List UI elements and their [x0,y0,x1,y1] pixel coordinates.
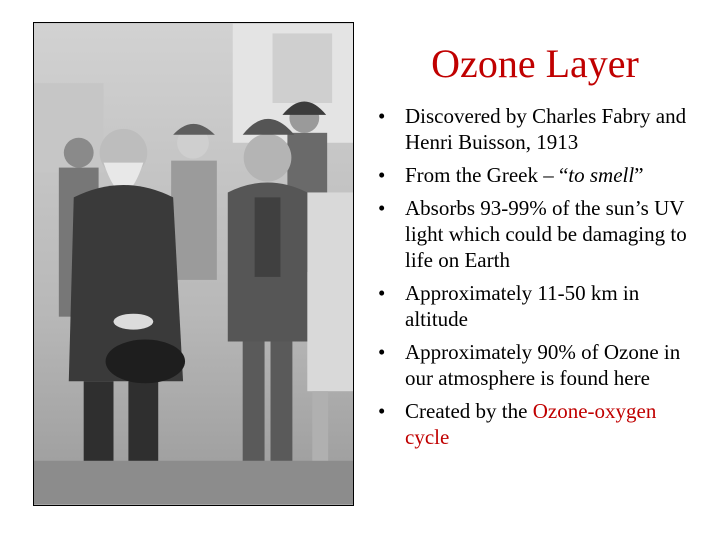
bullet-text-prefix: Created by the [405,399,533,423]
bullet-discovered [374,103,694,155]
bullet-absorbs [374,195,694,273]
bullet-etymology [374,162,694,188]
bullet-text-suffix: ” [634,163,644,187]
bullet-percentage [374,339,694,391]
bullet-text: Absorbs 93-99% of the sun’s UV light which could be damaging to life on Earth [405,196,687,272]
bullet-text: Approximately 11-50 km in altitude [405,281,640,331]
photo-illustration [34,23,353,505]
bullet-text-prefix: From the Greek – “ [405,163,569,187]
bullet-list [374,103,694,457]
bullet-text-italic: to smell [568,163,635,187]
bullet-dot-icon: • [378,281,386,305]
bullet-altitude [374,280,694,332]
bullet-text: Discovered by Charles Fabry and Henri Buisson, 1913 [405,104,687,154]
bullet-dot-icon: • [378,104,386,128]
slide-title: Ozone Layer [431,41,639,86]
bullet-created [374,398,694,450]
bullet-dot-icon: • [378,399,386,423]
ozone-oxygen-cycle-link[interactable]: Ozone-oxygen cycle [405,399,657,449]
historical-photo [33,22,354,506]
bullet-dot-icon: • [378,340,386,364]
bullet-text: Approximately 90% of Ozone in our atmosphere is found here [405,340,681,390]
bullet-dot-icon: • [378,163,386,187]
bullet-dot-icon: • [378,196,386,220]
